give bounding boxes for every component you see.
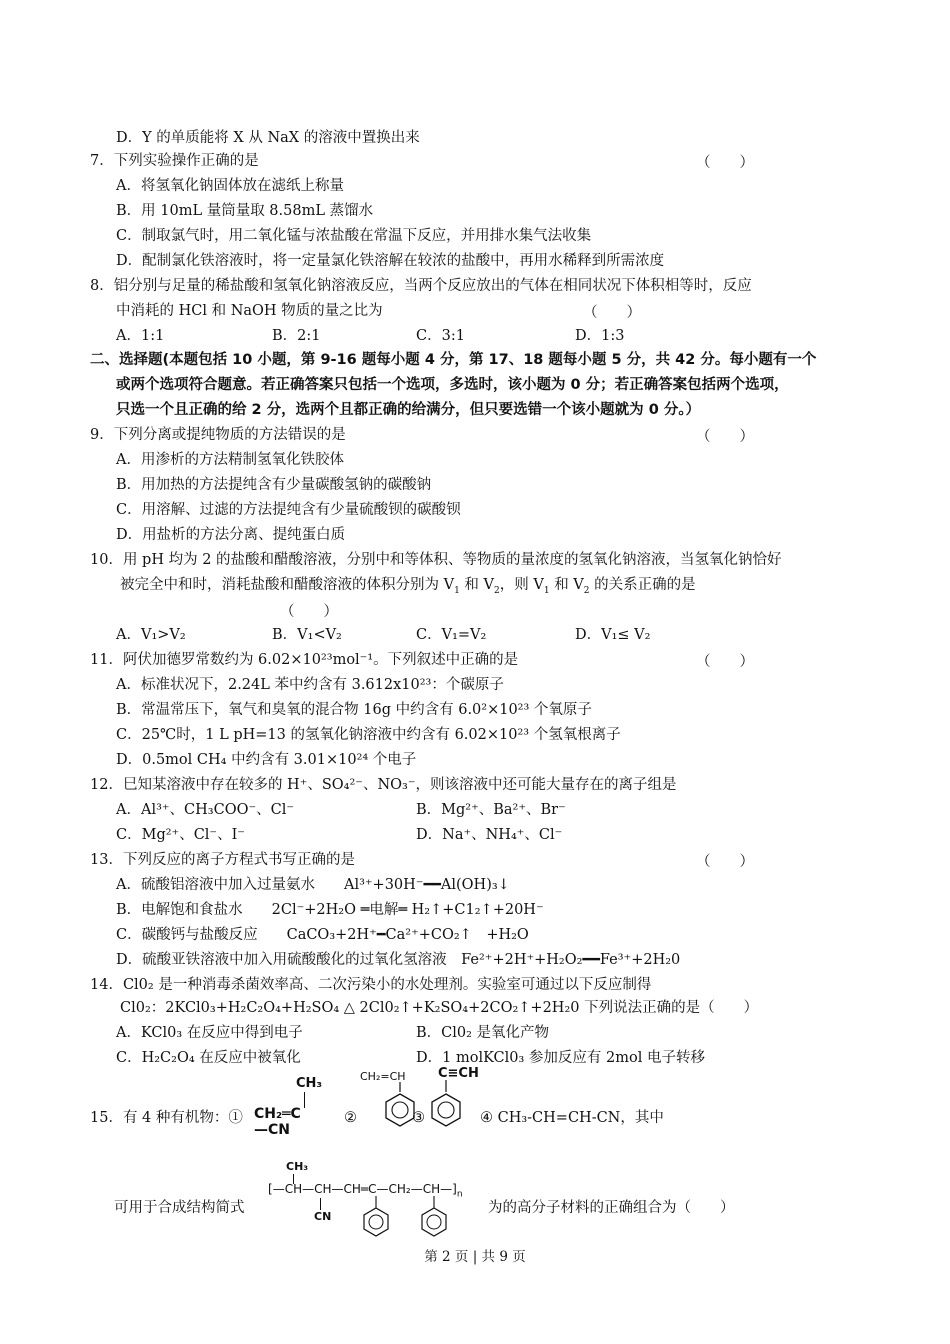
q10-answer-blank: （ ） [280, 604, 338, 620]
q14-option-a: A．KCl0₃ 在反应中得到电子 [116, 1025, 303, 1041]
q7-answer-blank: （ ） [696, 155, 754, 171]
q14-option-c: C．H₂C₂O₄ 在反应中被氧化 [116, 1050, 301, 1066]
section2-heading-line1: 二、选择题(本题包括 10 小题，第 9-16 题每小题 4 分，第 17、18 题每小题 5 分，共 42 分。每小题有一个 [90, 352, 817, 368]
q15-stem-start: 15．有 4 种有机物：① [90, 1110, 243, 1126]
polymer-bracket-close: ] [452, 1182, 457, 1196]
q9-option-b: B．用加热的方法提纯含有少量碳酸氢钠的碳酸钠 [116, 477, 432, 493]
q11-option-a: A．标准状况下，2.24L 苯中约含有 3.612x10²³：个碳原子 [116, 677, 504, 693]
molecule-1-chain: CH₂═C—CN [254, 1106, 301, 1138]
q13-stem: 13．下列反应的离子方程式书写正确的是 [90, 852, 355, 868]
polymer-bracket-open: [ [268, 1182, 273, 1196]
q15-stem-end: ④ CH₃-CH=CH-CN，其中 [480, 1110, 664, 1126]
q7-stem: 7．下列实验操作正确的是 [90, 153, 259, 169]
q9-option-c: C．用溶解、过滤的方法提纯含有少量硫酸钡的碳酸钡 [116, 502, 461, 518]
q10-stem-text-e: 的关系正确的是 [589, 577, 696, 593]
q14-stem-line1: 14．Cl0₂ 是一种消毒杀菌效率高、二次污染小的水处理剂。实验室可通过以下反应制得 [90, 977, 652, 993]
q10-stem-line1: 10．用 pH 均为 2 的盐酸和醋酸溶液，分别中和等体积、等物质的量浓度的氢氧化钠溶液，当氢氧化钠恰好 [90, 552, 782, 568]
section2-heading-line2: 或两个选项符合题意。若正确答案只包括一个选项，多选时，该小题为 0 分；若正确答案包括两个选项， [116, 377, 789, 393]
polymer-n: n [456, 1189, 463, 1200]
q11-option-b: B．常温常压下，氧气和臭氧的混合物 16g 中约含有 6.0²×10²³ 个氧原子 [116, 702, 592, 718]
q10-sub-3: 1 [543, 585, 550, 596]
q11-option-c: C．25℃时，1 L pH=13 的氢氧化钠溶液中约含有 6.02×10²³ 个氢氧根离子 [116, 727, 621, 743]
molecule-1-methyl: CH₃ [296, 1076, 323, 1091]
q10-sub-2: 2 [494, 585, 500, 596]
q11-option-d: D．0.5mol CH₄ 中约含有 3.01×10²⁴ 个电子 [116, 752, 417, 768]
q9-option-d: D．用盐析的方法分离、提纯蛋白质 [116, 527, 346, 543]
q6-option-d: D．Y 的单质能将 X 从 NaX 的溶液中置换出来 [116, 130, 420, 146]
q8-option-a: A．1:1 [116, 328, 165, 344]
q9-answer-blank: （ ） [696, 429, 754, 445]
page-footer: 第 2 页 | 共 9 页 [424, 1249, 526, 1265]
polymer-chain [268, 1182, 463, 1200]
q8-option-d: D．1:3 [575, 328, 625, 344]
q11-stem: 11．阿伏加德罗常数约为 6.02×10²³mol⁻¹。下列叙述中正确的是 [90, 652, 519, 668]
q7-option-a: A．将氢氧化钠固体放在滤纸上称量 [116, 178, 344, 194]
q10-option-a: A．V₁>V₂ [116, 627, 186, 643]
q10-stem-text-c: ，则 V [499, 577, 544, 593]
q13-option-a: A．硫酸铝溶液中加入过量氨水 Al³⁺+30H⁻━━Al(OH)₃↓ [116, 877, 510, 893]
q13-option-d: D．硫酸亚铁溶液中加入用硫酸酸化的过氧化氢溶液 Fe²⁺+2H⁺+H₂O₂━━Fe³⁺+2H₂0 [116, 952, 681, 968]
molecule-1-bond [304, 1092, 305, 1108]
q12-option-b: B．Mg²⁺、Ba²⁺、Br⁻ [416, 802, 566, 818]
q10-sub-4: 2 [583, 585, 590, 596]
q10-option-c: C．V₁=V₂ [416, 627, 487, 643]
q15-circle-3: ③ [412, 1110, 425, 1126]
molecule-3-ethynyl: C≡CH [438, 1066, 479, 1081]
q10-stem-line2 [120, 575, 696, 595]
q12-option-a: A．Al³⁺、CH₃COO⁻、Cl⁻ [116, 802, 295, 818]
q9-option-a: A．用渗析的方法精制氢氧化铁胶体 [116, 452, 344, 468]
q7-option-c: C．制取氯气时，用二氧化锰与浓盐酸在常温下反应，并用排水集气法收集 [116, 228, 592, 244]
polymer-backbone: —CH—CH—CH═C—CH₂—CH— [272, 1182, 453, 1196]
q10-sub-1: 1 [454, 585, 460, 596]
polymer-methyl: CH₃ [286, 1160, 309, 1173]
q12-option-c: C．Mg²⁺、Cl⁻、I⁻ [116, 827, 245, 843]
q15-line2-start: 可用于合成结构简式 [114, 1200, 245, 1216]
q10-stem-text-d: 和 V [549, 577, 584, 593]
q8-answer-blank: （ ） [583, 305, 641, 321]
q12-option-d: D．Na⁺、NH₄⁺、Cl⁻ [416, 827, 563, 843]
q15-circle-2: ② [344, 1110, 357, 1126]
polymer-bond-cn [320, 1198, 321, 1210]
q10-stem-text-b: 和 V [459, 577, 495, 593]
q9-stem: 9．下列分离或提纯物质的方法错误的是 [90, 427, 346, 443]
q11-answer-blank: （ ） [696, 654, 754, 670]
q14-option-b: B．Cl0₂ 是氧化产物 [416, 1025, 550, 1041]
q12-stem: 12．巳知某溶液中存在较多的 H⁺、SO₄²⁻、NO₃⁻，则该溶液中还可能大量存在的离子组是 [90, 777, 677, 793]
q13-option-b: B．电解饱和食盐水 2Cl⁻+2H₂O ═电解═ H₂↑+C1₂↑+20H⁻ [116, 902, 544, 918]
section2-heading-line3: 只选一个且正确的给 2 分，选两个且都正确的给满分，但只要选错一个该小题就为 0 分。） [116, 402, 701, 418]
q10-stem-text-a: 被完全中和时，消耗盐酸和醋酸溶液的体积分别为 V [120, 577, 455, 593]
q7-option-b: B．用 10mL 量筒量取 8.58mL 蒸馏水 [116, 203, 374, 219]
q14-option-d: D．1 molKCl0₃ 参加反应有 2mol 电子转移 [416, 1050, 705, 1066]
q8-stem-line1: 8．铝分别与足量的稀盐酸和氢氧化钠溶液反应，当两个反应放出的气体在相同状况下体积相等时，反应 [90, 278, 752, 294]
q13-answer-blank: （ ） [696, 854, 754, 870]
benzene-ring-icon [360, 1082, 420, 1138]
polymer-cyano: CN [314, 1210, 332, 1223]
q13-option-c: C．碳酸钙与盐酸反应 CaCO₃+2H⁺━Ca²⁺+CO₂↑ +H₂O [116, 927, 529, 943]
q8-stem-line2: 中消耗的 HCl 和 NaOH 物质的量之比为 [116, 303, 383, 319]
q15-line2-end: 为的高分子材料的正确组合为（ ） [488, 1200, 735, 1216]
q10-option-d: D．V₁≤ V₂ [575, 627, 651, 643]
molecule-2-vinyl: CH₂=CH [360, 1070, 406, 1083]
benzene-ring-icon [428, 1080, 488, 1140]
q10-option-b: B．V₁<V₂ [272, 627, 342, 643]
q8-option-c: C．3:1 [416, 328, 465, 344]
q14-stem-line2: Cl0₂：2KCl0₃+H₂C₂O₄+H₂SO₄ △ 2Cl0₂↑+K₂SO₄+2CO₂↑+2H₂0 下列说法正确的是（ ） [120, 1000, 759, 1016]
q7-option-d: D．配制氯化铁溶液时，将一定量氯化铁溶解在较浓的盐酸中，再用水稀释到所需浓度 [116, 253, 665, 269]
q8-option-b: B．2:1 [272, 328, 321, 344]
